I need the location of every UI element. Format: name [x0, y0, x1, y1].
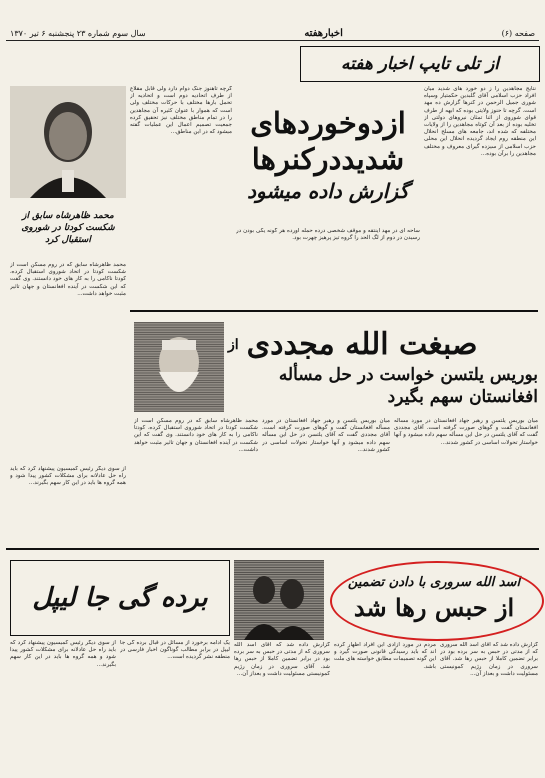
story1-column-left: محمد ظاهرشاه سابق که در روم مسکن است از شکست کودتا در اتحاد شوروی استقبال کرده، کودتا ناکامی را به کار های خود دانستند. وی گفت که این شکست در آینده افغانستان و جهان تاثیر مثبت خواهد داشت... [10, 262, 126, 297]
section-masthead: از تلی تایپ اخبار هفته [300, 46, 540, 82]
page-number: صفحه (۶) [501, 28, 535, 38]
story1-headline-line1: ازدوخوردهای [250, 106, 406, 140]
group-photo [234, 560, 324, 640]
story2-headline-name: صبغت الله مجددی [246, 327, 478, 362]
story3-main-headline: از حبس رها شد [353, 593, 515, 622]
story2-column-mid: میان بوریس یلتسن و رهبر جهاد افغانستان در مورد مسأله افغانستان گفت و گوهای صورت گرفته است. آقای مجددی گفت که آقای یلتسن در حل این مسأله سهم داده میشود و آنها خواستار تحولات اساسی در کشور شدند... [262, 418, 390, 453]
story2-headline-rest: بوریس یلتسن خواست در حل مسأله افغانستان سهم بگیرد [278, 365, 538, 407]
red-highlight-circle [330, 561, 544, 641]
story2-headline-from: از [228, 337, 239, 353]
page-header [6, 26, 539, 41]
zahir-shah-caption: محمد ظاهرشاه سابق از شکست کودتا در شوروی استقبال کرد [21, 211, 115, 245]
portrait-image [10, 86, 126, 198]
story1-column-low: ساحه ای در مهد اینتقه و موقف شخصی درده حمله آورده هر گونه یکی بودن در رسیدن در دوم از لگ الحد را گروه تیز پرهیز چهرت بود. [236, 228, 420, 242]
paper-name: اخبارهفته [304, 27, 343, 39]
mojaddedi-photo [134, 322, 224, 412]
story2-column-left: محمد ظاهرشاه سابق که در روم مسکن است از شکست کودتا در اتحاد شوروی استقبال کرده، کودتا ناکامی را به کار های خود دانستند. وی گفت که این شکست در آینده افغانستان و جهان تاثیر مثبت خواهد داشت... [134, 418, 258, 453]
story2-column-right: میان بوریس یلتسن و رهبر جهاد افغانستان در مورد مسأله افغانستان گفت و گوهای صورت گرفته است. آقای مجددی گفت که آقای یلتسن در حل این مسأله سهم داده میشود و آنها خواستار تحولات اساسی در کشور شدند... [394, 418, 538, 446]
story3-column-right: گزارش داده شد که آقای اسد الله سروری که از مدتی در حبس به سر برده بود در برابر تضمین کاملا از حبس رها شد. آقای سروری در زمان رژیم کمونیستی مسئولیت داشت و بعداز آن... [440, 642, 538, 677]
story3-column-left2: از سوی دیگر رئیس کمیسیون پیشنهاد کرد که باید راه حل عادلانه برای مشکلات کشور پیدا شود و همه گروه ها باید در این کار سهم بگیرند... [10, 640, 116, 668]
divider-line [6, 548, 539, 550]
story1-headline-line2: شدیددرکنرها [251, 142, 405, 176]
story3-column-left: یک ادامه برخورد از مسائل در قبال برده گی جا لیپل در برابر مطالب گوناگون اخبار فارسی در منطقه نشر گردیده است... [120, 640, 230, 661]
story1-headline-line3: گزارش داده میشود [247, 179, 409, 203]
story3-kicker: اسد الله سروری با دادن تضمین [347, 575, 521, 590]
story1-column-left-b: از سوی دیگر رئیس کمیسیون پیشنهاد کرد که باید راه حل عادلانه برای مشکلات کشور پیدا شود و همه گروه ها باید در این کار سهم بگیرند... [10, 466, 126, 487]
divider-line [130, 310, 538, 312]
story1-column-mid: گرچه تاهنوز جنگ دوام دارد ولی قابل مقلاع از طرف اتحادیه دوم است و اتحادیه از تحمل بارها مختلف با حرکات مختلف ولی است که هموار با عنوان کثیره آن مجاهدین را در تمام مناطق مختلف نیز تحقیق کرده جمعیت تصمیم اعمال این عملیات گفته میشود که در این مناطق... [130, 86, 232, 136]
issue-line: سال سوم شماره ۲۳ پنجشنبه ۶ تیر ۱۳۷۰ [10, 28, 146, 38]
portrait-image [134, 322, 224, 412]
story3-column-mid: مردم در مورد آزادی این افراد اظهار کرده اند که باید رسیدگی قانونی صورت گیرد و این گونه تصمیمات مطابق خواسته های ملت باشد. [334, 642, 436, 670]
story2-headline [228, 320, 538, 414]
story1-headline [236, 86, 420, 224]
sarwari-photo [234, 560, 324, 640]
story3-side-headline: برده گی جا لیپل [10, 560, 230, 636]
story3-column-mid2: گزارش داده شد که آقای اسد الله سروری که از مدتی در حبس به سر برده بود در برابر تضمین کاملا از حبس رها شد. آقای سروری در زمان رژیم کمونیستی مسئولیت داشت و بعداز آن... [234, 642, 330, 677]
story1-column-right: نتایج مجاهدین را ز دو خورد های شدید میان افراد حزب اسلامی آقای گلبدین حکمتیار وسپاه شوری جمیل الرحمن در کنرها گزارش ده مهد است. گرچه تا حنوز ولایتی بوده که ابهه از طرف قوای شوروی از اثنا تمثان نیروهای دولتی از تخلیه بوده از بعد آن کوتاه مجاهدین را از ولایات مختلفه که شده اند، جامعه های مسلح انحلال این منطقه روم ایجاد گردیده انحلال این محلی حزب اسلامی از سیزده گیرای معروف و مختلف مجاهدین را برآن بوده... [424, 86, 536, 157]
zahir-shah-photo [10, 86, 126, 198]
